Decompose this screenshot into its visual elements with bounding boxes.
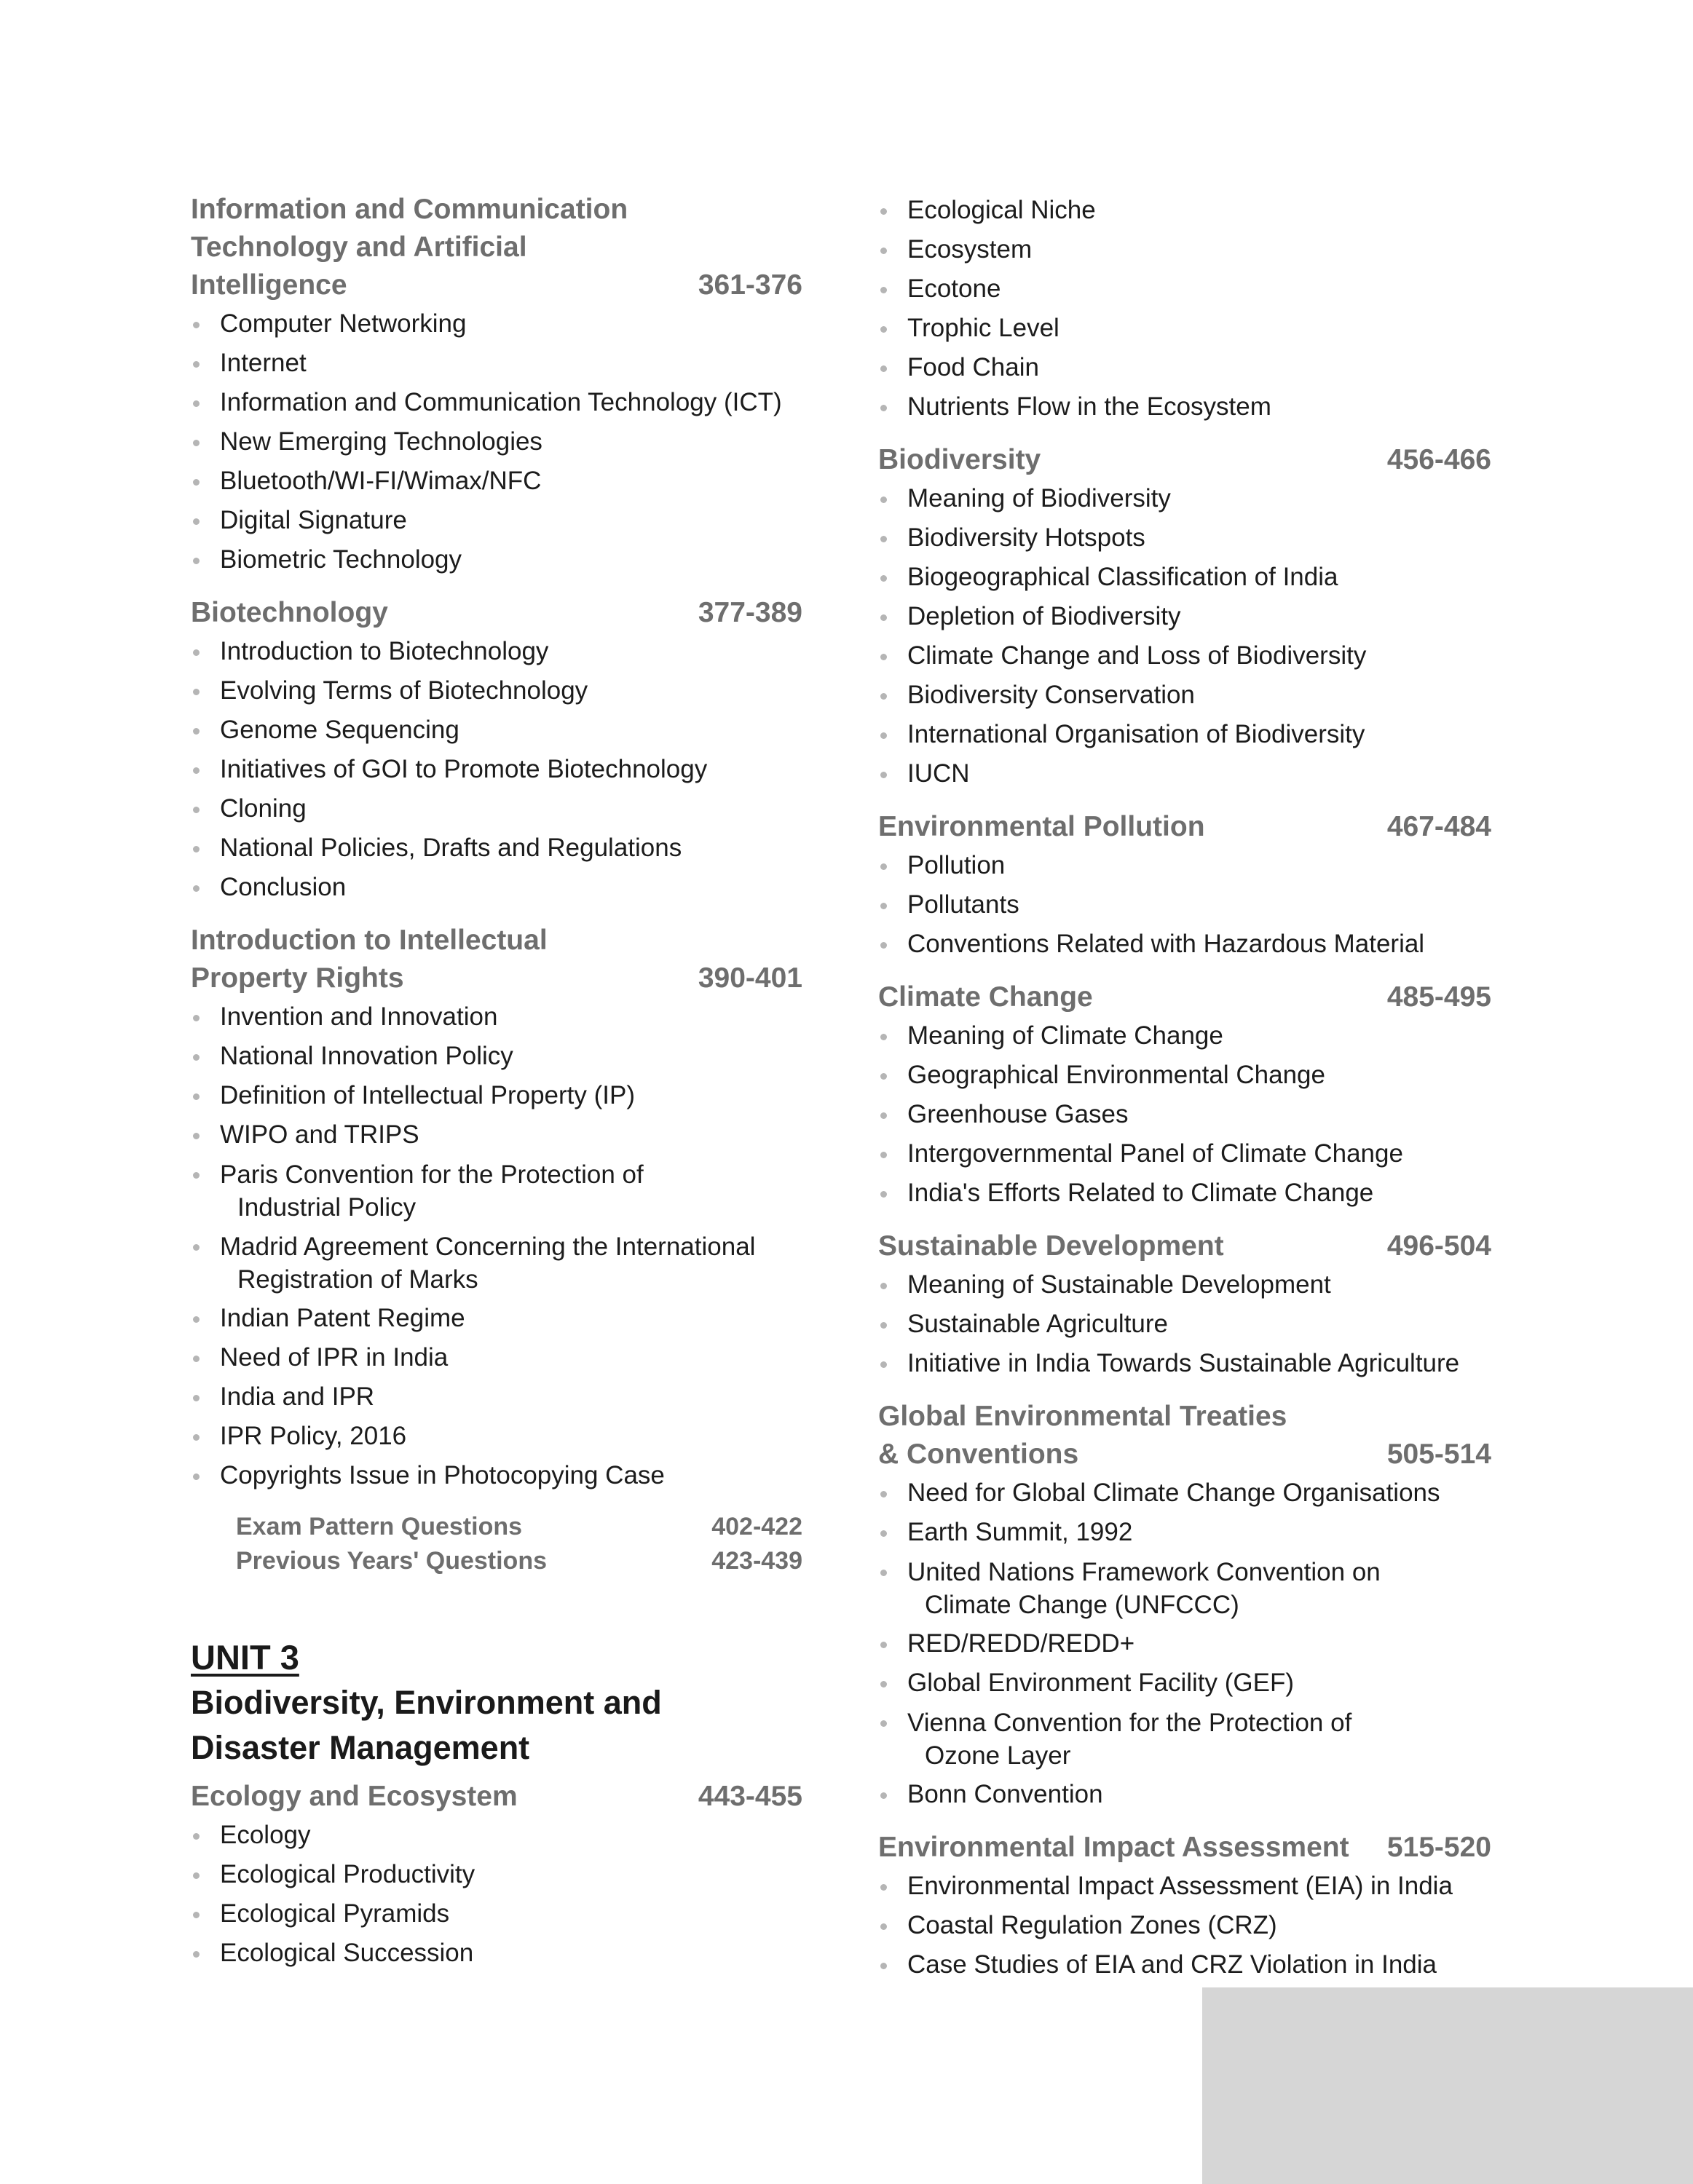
toc-item[interactable]: Internet — [191, 344, 802, 383]
toc-item[interactable]: Digital Signature — [191, 501, 802, 540]
toc-item[interactable]: Earth Summit, 1992 — [878, 1513, 1491, 1552]
toc-item-label-continued: Climate Change (UNFCCC) — [925, 1591, 1239, 1619]
section-item-list — [878, 1867, 1491, 1985]
toc-item[interactable]: Nutrients Flow in the Ecosystem — [878, 387, 1491, 427]
toc-item[interactable]: Computer Networking — [191, 304, 802, 344]
section-heading[interactable] — [878, 1829, 1491, 1867]
section-global-environmental-treaties-conventions — [878, 1398, 1491, 1814]
right-column — [878, 191, 1491, 1999]
section-heading[interactable] — [191, 922, 802, 997]
section-page-range: 443-455 — [698, 1781, 802, 1812]
section-page-range: 377-389 — [698, 597, 802, 628]
toc-item[interactable]: Need for Global Climate Change Organisations — [878, 1473, 1491, 1513]
toc-item[interactable]: International Organisation of Biodiversity — [878, 715, 1491, 754]
section-climate-change — [878, 978, 1491, 1213]
toc-item[interactable]: Initiative in India Towards Sustainable Agriculture — [878, 1344, 1491, 1383]
toc-item[interactable]: Depletion of Biodiversity — [878, 597, 1491, 636]
left-column — [191, 191, 802, 1987]
section-page-range: 390-401 — [698, 962, 802, 994]
continued-item-list — [878, 191, 1491, 427]
section-item-list — [191, 304, 802, 579]
section-page-range: 505-514 — [1386, 1439, 1491, 1470]
toc-item[interactable]: Need of IPR in India — [191, 1338, 802, 1377]
toc-item[interactable]: Information and Communication Technology (ICT) — [191, 383, 802, 422]
toc-item[interactable]: National Innovation Policy — [191, 1037, 802, 1076]
section-title: Environmental Impact Assessment — [878, 1832, 1349, 1863]
toc-item[interactable]: Biogeographical Classification of India — [878, 558, 1491, 597]
toc-item[interactable]: RED/REDD/REDD+ — [878, 1624, 1491, 1663]
toc-item-label: Vienna Convention for the Protection of — [907, 1709, 1352, 1737]
toc-item[interactable]: Bluetooth/WI-FI/Wimax/NFC — [191, 462, 802, 501]
toc-item[interactable]: Definition of Intellectual Property (IP) — [191, 1076, 802, 1115]
toc-item[interactable]: Ecological Pyramids — [191, 1894, 802, 1934]
toc-item[interactable]: Ecosystem — [878, 230, 1491, 269]
exam-questions-block — [236, 1510, 802, 1578]
section-item-list — [878, 1016, 1491, 1213]
toc-item[interactable]: Greenhouse Gases — [878, 1095, 1491, 1134]
section-item-list — [191, 632, 802, 907]
toc-item[interactable]: Food Chain — [878, 348, 1491, 387]
section-page-range: 485-495 — [1386, 981, 1491, 1013]
section-page-range: 515-520 — [1386, 1832, 1491, 1863]
unit-subtitle: Biodiversity, Environment and Disaster Management — [191, 1684, 662, 1766]
toc-item[interactable]: Ecotone — [878, 269, 1491, 309]
exam-pattern-pages: 402-422 — [711, 1513, 802, 1540]
section-environmental-pollution — [878, 808, 1491, 964]
toc-item[interactable]: Meaning of Sustainable Development — [878, 1265, 1491, 1305]
toc-item-label-continued: Registration of Marks — [237, 1265, 478, 1294]
toc-item[interactable]: Indian Patent Regime — [191, 1299, 802, 1338]
toc-item[interactable]: Biodiversity Hotspots — [878, 518, 1491, 558]
toc-item[interactable]: IPR Policy, 2016 — [191, 1417, 802, 1456]
toc-item[interactable]: Ecological Productivity — [191, 1855, 802, 1894]
corner-gray-block — [1202, 1987, 1693, 2184]
section-biotechnology — [191, 594, 802, 907]
section-ecology-and-ecosystem — [191, 1778, 802, 1973]
toc-item[interactable]: Conventions Related with Hazardous Material — [878, 925, 1491, 964]
toc-item[interactable]: Conclusion — [191, 868, 802, 907]
toc-item[interactable] — [878, 1552, 1491, 1624]
section-title: Ecology and Ecosystem — [191, 1781, 518, 1812]
section-title: Information and Communication Technology and Artificial Intelligence — [191, 194, 628, 301]
toc-item[interactable] — [878, 1703, 1491, 1775]
section-title: Biodiversity — [878, 444, 1041, 475]
toc-item[interactable]: India's Efforts Related to Climate Change — [878, 1174, 1491, 1213]
unit-title: UNIT 3 — [191, 1638, 299, 1677]
section-item-list — [191, 1816, 802, 1973]
toc-item[interactable]: WIPO and TRIPS — [191, 1115, 802, 1155]
toc-item[interactable]: IUCN — [878, 754, 1491, 794]
right-sections — [878, 441, 1491, 1985]
toc-item-label-continued: Ozone Layer — [925, 1741, 1071, 1770]
toc-item[interactable]: New Emerging Technologies — [191, 422, 802, 462]
toc-item[interactable]: Pollutants — [878, 885, 1491, 925]
section-heading[interactable] — [878, 441, 1491, 479]
toc-item[interactable]: Genome Sequencing — [191, 711, 802, 750]
toc-item[interactable]: Meaning of Climate Change — [878, 1016, 1491, 1056]
section-item-list — [878, 846, 1491, 964]
section-heading[interactable] — [191, 1778, 802, 1816]
toc-item[interactable] — [191, 1155, 802, 1227]
previous-years-row[interactable] — [236, 1544, 802, 1578]
section-page-range: 456-466 — [1386, 444, 1491, 475]
toc-item[interactable]: India and IPR — [191, 1377, 802, 1417]
section-title: Climate Change — [878, 981, 1093, 1013]
toc-item[interactable]: Copyrights Issue in Photocopying Case — [191, 1456, 802, 1495]
toc-item[interactable]: Global Environment Facility (GEF) — [878, 1663, 1491, 1703]
toc-item-label: United Nations Framework Convention on — [907, 1558, 1381, 1586]
section-environmental-impact-assessment — [878, 1829, 1491, 1985]
section-heading[interactable] — [878, 808, 1491, 846]
section-sustainable-development — [878, 1227, 1491, 1383]
toc-item[interactable]: Biometric Technology — [191, 540, 802, 579]
exam-pattern-row[interactable] — [236, 1510, 802, 1544]
section-item-list — [878, 1265, 1491, 1383]
section-page-range: 361-376 — [698, 269, 802, 301]
toc-item[interactable]: National Policies, Drafts and Regulations — [191, 828, 802, 868]
previous-years-label: Previous Years' Questions — [236, 1547, 547, 1575]
toc-item[interactable]: Coastal Regulation Zones (CRZ) — [878, 1906, 1491, 1945]
toc-item[interactable]: Bonn Convention — [878, 1775, 1491, 1814]
toc-item[interactable] — [191, 1227, 802, 1299]
toc-item-label: Madrid Agreement Concerning the International — [220, 1233, 756, 1261]
previous-years-pages: 423-439 — [711, 1547, 802, 1575]
section-information-and-communication-technology-and-artificial-intelligence — [191, 191, 802, 579]
section-biodiversity — [878, 441, 1491, 794]
toc-item[interactable]: Climate Change and Loss of Biodiversity — [878, 636, 1491, 676]
section-introduction-to-intellectual-property-rights — [191, 922, 802, 1495]
toc-item[interactable]: Case Studies of EIA and CRZ Violation in India — [878, 1945, 1491, 1985]
section-heading[interactable] — [878, 1398, 1491, 1473]
section-item-list — [878, 479, 1491, 794]
toc-item-label-continued: Industrial Policy — [237, 1193, 417, 1222]
section-item-list — [878, 1473, 1491, 1814]
toc-item[interactable]: Geographical Environmental Change — [878, 1056, 1491, 1095]
toc-item[interactable]: Ecology — [191, 1816, 802, 1855]
section-title: Introduction to Intellectual Property Rights — [191, 925, 548, 994]
toc-item[interactable]: Invention and Innovation — [191, 997, 802, 1037]
unit-sections — [191, 1778, 802, 1973]
toc-item[interactable]: Biodiversity Conservation — [878, 676, 1491, 715]
section-page-range: 467-484 — [1386, 811, 1491, 842]
toc-item[interactable]: Sustainable Agriculture — [878, 1305, 1491, 1344]
exam-pattern-label: Exam Pattern Questions — [236, 1513, 523, 1540]
toc-item[interactable]: Cloning — [191, 789, 802, 828]
toc-item[interactable]: Meaning of Biodiversity — [878, 479, 1491, 518]
section-heading[interactable] — [878, 978, 1491, 1016]
toc-item[interactable]: Trophic Level — [878, 309, 1491, 348]
toc-item[interactable]: Environmental Impact Assessment (EIA) in India — [878, 1867, 1491, 1906]
section-heading[interactable] — [191, 594, 802, 632]
toc-item[interactable]: Introduction to Biotechnology — [191, 632, 802, 671]
toc-item[interactable]: Evolving Terms of Biotechnology — [191, 671, 802, 711]
toc-item[interactable]: Ecological Succession — [191, 1934, 802, 1973]
toc-item[interactable]: Initiatives of GOI to Promote Biotechnology — [191, 750, 802, 789]
section-title: Biotechnology — [191, 597, 388, 628]
toc-item[interactable]: Pollution — [878, 846, 1491, 885]
toc-item[interactable]: Ecological Niche — [878, 191, 1491, 230]
section-title: Sustainable Development — [878, 1230, 1224, 1262]
section-page-range: 496-504 — [1386, 1230, 1491, 1262]
section-heading[interactable] — [878, 1227, 1491, 1265]
toc-item[interactable]: Intergovernmental Panel of Climate Change — [878, 1134, 1491, 1174]
toc-item-label: Paris Convention for the Protection of — [220, 1160, 644, 1189]
section-title: Environmental Pollution — [878, 811, 1205, 842]
section-heading[interactable] — [191, 191, 802, 304]
left-sections — [191, 191, 802, 1495]
section-title: Global Environmental Treaties & Conventions — [878, 1401, 1287, 1470]
section-item-list — [191, 997, 802, 1495]
